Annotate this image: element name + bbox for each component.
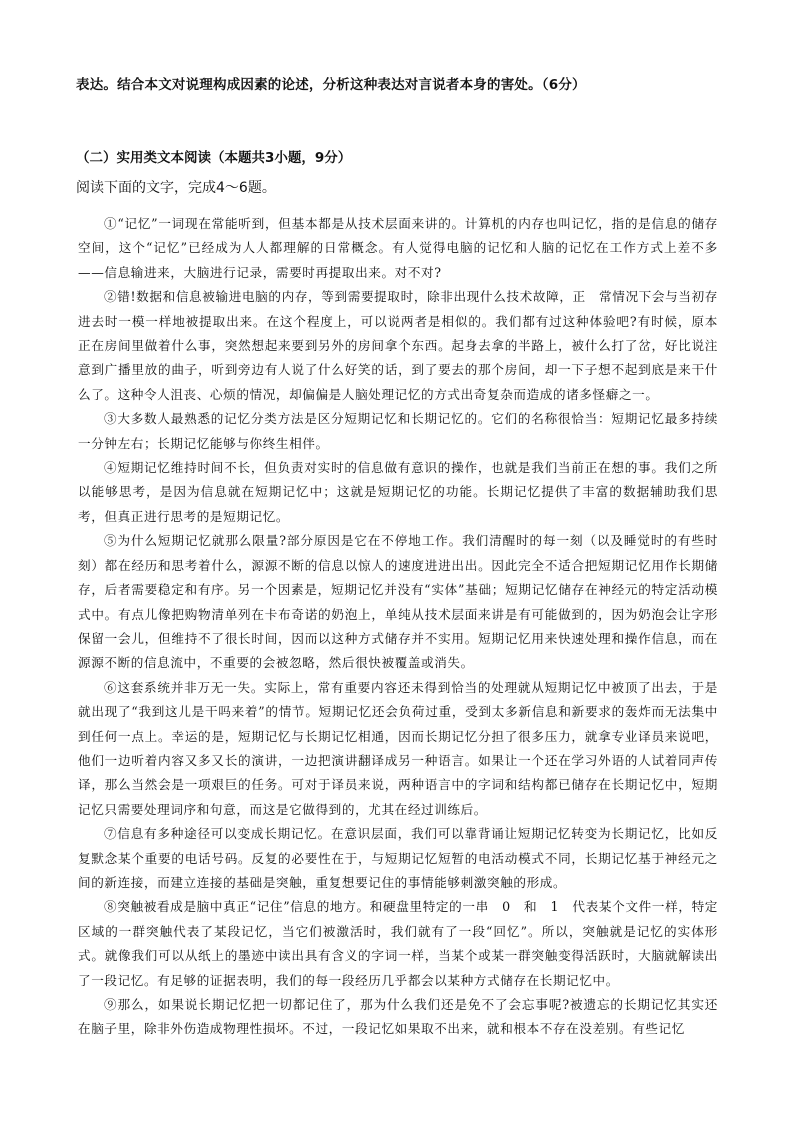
paragraph-1: ①“记忆”一词现在常能听到，但基本都是从技术层面来讲的。计算机的内存也叫记忆，指的是信息的储存空间，这个“记忆”已经成为人人都理解的日常概念。有人觉得电脑的记忆和人脑的记忆在工作方式上差不多——信息输进来，大脑进行记录，需要时再提取出来。对不对? — [78, 216, 718, 280]
paragraph-9: ⑨那么，如果说长期记忆把一切都记住了，那为什么我们还是免不了会忘事呢?被遗忘的长期记忆其实还在脑子里，除非外伤造成物理性损坏。不过，一段记忆如果取不出来，就和根本不存在没差别。有些记忆 — [78, 997, 718, 1037]
paragraph-5: ⑤为什么短期记忆就那么限量?部分原因是它在不停地工作。我们清醒时的每一刻（以及睡觉时的有些时刻）都在经历和思考着什么，源源不断的信息以惊人的速度进进出出。因此完全不适合把短期记忆用作长期储存，后者需要稳定和有序。另一个因素是，短期记忆并没有“实体”基础；短期记忆储存在神经元的特定活动模式中。有点儿像把购物清单列在卡布奇诺的奶泡上，单纯从技术层面来讲是有可能做到的，因为奶泡会让字形保留一会儿，但维持不了很长时间，因而以这种方式储存并不实用。短期记忆用来快速处理和操作信息，而在源源不断的信息流中，不重要的会被忽略，然后很快被覆盖或消失。 — [78, 533, 718, 671]
article-body — [78, 212, 718, 1042]
reading-instruction: 阅读下面的文字，完成4～6题。 — [76, 180, 276, 196]
paragraph-3: ③大多数人最熟悉的记忆分类方法是区分短期记忆和长期记忆的。它们的名称很恰当：短期记忆最多持续一分钟左右；长期记忆能够与你终生相伴。 — [78, 411, 718, 451]
paragraph-2: ②错!数据和信息被输进电脑的内存，等到需要提取时，除非出现什么技术故障，正 常情况下会与当初存进去时一模一样地被提取出来。在这个程度上，可以说两者是相似的。我们都有过这种体验吧?有时候，原本正在房间里做着什么事，突然想起来要到另外的房间拿个东西。起身去拿的半路上，被什么打了岔，好比说注意到广播里放的曲子，听到旁边有人说了什么好笑的话，到了要去的那个房间，却一下子想不起到底是来干什么了。这种令人沮丧、心烦的情况，却偏偏是人脑处理记忆的方式出奇复杂而造成的诸多怪癖之一。 — [78, 289, 718, 402]
paragraph-7: ⑦信息有多种途径可以变成长期记忆。在意识层面，我们可以靠背诵让短期记忆转变为长期记忆，比如反复默念某个重要的电话号码。反复的必要性在于，与短期记忆短暂的电活动模式不同，长期记忆基于神经元之间的新连接，而建立连接的基础是突触，重复想要记住的事情能够刺激突触的形成。 — [78, 826, 718, 890]
paragraph-8: ⑧突触被看成是脑中真正“记住”信息的地方。和硬盘里特定的一串 0 和 1 代表某个文件一样，特定区域的一群突触代表了某段记忆，当它们被激活时，我们就有了一段“回忆”。所以，突触就是记忆的实体形式。就像我们可以从纸上的墨迹中读出具有含义的字词一样，当某个或某一群突触变得活跃时，大脑就解读出了一段记忆。有足够的证据表明，我们的每一段经历几乎都会以某种方式储存在长期记忆中。 — [78, 899, 718, 988]
paragraph-4: ④短期记忆维持时间不长，但负责对实时的信息做有意识的操作，也就是我们当前正在想的事。我们之所以能够思考，是因为信息就在短期记忆中；这就是短期记忆的功能。长期记忆提供了丰富的数据辅助我们思考，但真正进行思考的是短期记忆。 — [78, 460, 718, 524]
paragraph-6: ⑥这套系统并非万无一失。实际上，常有重要内容还未得到恰当的处理就从短期记忆中被顶了出去，于是就出现了“我到这儿是干吗来着”的情节。短期记忆还会负荷过重，受到太多新信息和新要求的轰炸而无法集中到任何一点上。幸运的是，短期记忆与长期记忆相通，因而长期记忆分担了很多压力，就拿专业译员来说吧，他们一边听着内容又多又长的演讲，一边把演讲翻译成另一种语言。如果让一个还在学习外语的人试着同声传译，那么当然会是一项艰巨的任务。可对于译员来说，两种语言中的字词和结构都已储存在长期记忆中，短期记忆只需要处理词序和句意，而这是它做得到的，尤其在经过训练后。 — [78, 679, 718, 817]
previous-question-tail: 表达。结合本文对说理构成因素的论述，分析这种表达对言说者本身的害处。（6分） — [76, 77, 586, 93]
section-title: （二）实用类文本阅读（本题共3小题，9分） — [76, 150, 352, 166]
